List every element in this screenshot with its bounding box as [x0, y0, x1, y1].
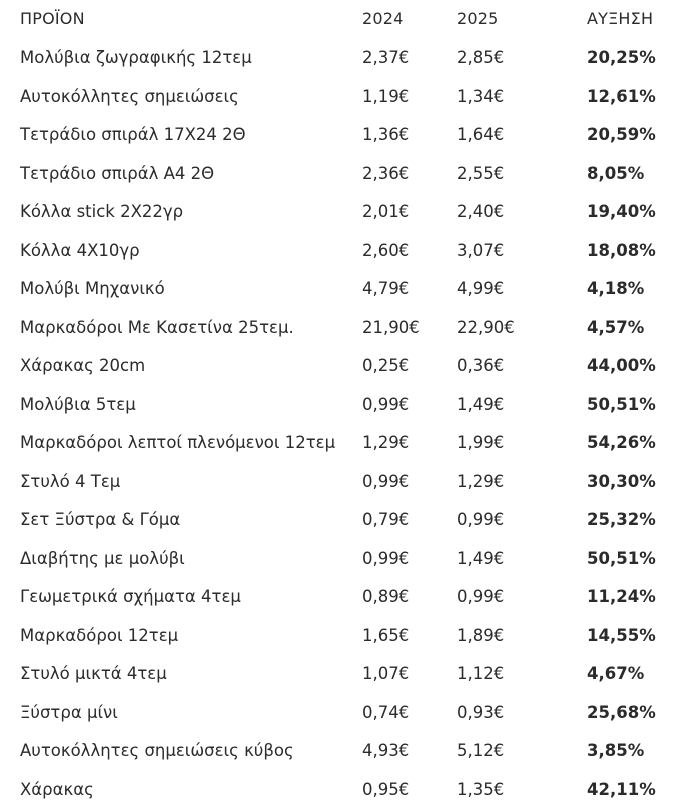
price-2025: 2,85€: [457, 39, 504, 77]
table-row: [0, 732, 700, 771]
increase-percent: 20,25%: [587, 39, 656, 77]
table-row: [0, 347, 700, 386]
product-name: Μαρκαδόροι 12τεμ: [20, 617, 178, 655]
price-2024: 2,37€: [362, 39, 409, 77]
product-name: Χάρακας: [20, 771, 94, 809]
price-2024: 4,93€: [362, 732, 409, 770]
price-2024: 2,60€: [362, 232, 409, 270]
price-2025: 1,49€: [457, 386, 504, 424]
header-product: ΠΡΟΪΟΝ: [20, 0, 85, 38]
price-2024: 2,36€: [362, 155, 409, 193]
product-name: Τετράδιο σπιράλ 17Χ24 2Θ: [20, 116, 246, 154]
price-2024: 21,90€: [362, 309, 420, 347]
table-row: [0, 155, 700, 194]
product-name: Γεωμετρικά σχήματα 4τεμ: [20, 578, 241, 616]
price-2024: 0,99€: [362, 463, 409, 501]
table-row: [0, 386, 700, 425]
increase-percent: 8,05%: [587, 155, 644, 193]
price-2024: 0,74€: [362, 694, 409, 732]
header-increase: ΑΥΞΗΣΗ: [587, 0, 653, 38]
price-2025: 0,99€: [457, 578, 504, 616]
product-name: Ξύστρα μίνι: [20, 694, 118, 732]
price-2025: 2,40€: [457, 193, 504, 231]
price-2024: 1,29€: [362, 424, 409, 462]
table-row: [0, 655, 700, 694]
product-name: Μαρκαδόροι λεπτοί πλενόμενοι 12τεμ: [20, 424, 335, 462]
table-row: [0, 424, 700, 463]
increase-percent: 11,24%: [587, 578, 656, 616]
increase-percent: 12,61%: [587, 78, 656, 116]
price-2025: 0,36€: [457, 347, 504, 385]
price-2025: 1,12€: [457, 655, 504, 693]
increase-percent: 3,85%: [587, 732, 644, 770]
table-header: [0, 0, 700, 39]
increase-percent: 25,32%: [587, 501, 656, 539]
increase-percent: 4,57%: [587, 309, 644, 347]
table-body: [0, 39, 700, 809]
price-2024: 0,95€: [362, 771, 409, 809]
table-row: [0, 578, 700, 617]
header-2025: 2025: [457, 0, 499, 38]
increase-percent: 14,55%: [587, 617, 656, 655]
product-name: Κόλλα 4Χ10γρ: [20, 232, 140, 270]
increase-percent: 54,26%: [587, 424, 656, 462]
product-name: Αυτοκόλλητες σημειώσεις κύβος: [20, 732, 294, 770]
price-2025: 0,99€: [457, 501, 504, 539]
price-2025: 2,55€: [457, 155, 504, 193]
price-2025: 0,93€: [457, 694, 504, 732]
table-row: [0, 463, 700, 502]
product-name: Μαρκαδόροι Με Κασετίνα 25τεμ.: [20, 309, 294, 347]
table-row: [0, 232, 700, 271]
price-2025: 1,89€: [457, 617, 504, 655]
increase-percent: 50,51%: [587, 540, 656, 578]
product-name: Στυλό 4 Τεμ: [20, 463, 120, 501]
product-name: Στυλό μικτά 4τεμ: [20, 655, 167, 693]
price-2024: 0,99€: [362, 540, 409, 578]
product-name: Χάρακας 20cm: [20, 347, 145, 385]
product-name: Μολύβι Μηχανικό: [20, 270, 165, 308]
table-row: [0, 78, 700, 117]
product-name: Αυτοκόλλητες σημειώσεις: [20, 78, 239, 116]
price-2024: 0,79€: [362, 501, 409, 539]
increase-percent: 18,08%: [587, 232, 656, 270]
product-name: Διαβήτης με μολύβι: [20, 540, 185, 578]
table-row: [0, 501, 700, 540]
increase-percent: 4,67%: [587, 655, 644, 693]
price-2025: 1,29€: [457, 463, 504, 501]
increase-percent: 42,11%: [587, 771, 656, 809]
increase-percent: 25,68%: [587, 694, 656, 732]
price-2025: 4,99€: [457, 270, 504, 308]
product-name: Μολύβια ζωγραφικής 12τεμ: [20, 39, 252, 77]
product-name: Σετ Ξύστρα & Γόμα: [20, 501, 180, 539]
price-2024: 1,65€: [362, 617, 409, 655]
price-2025: 1,34€: [457, 78, 504, 116]
price-2025: 1,64€: [457, 116, 504, 154]
price-2025: 3,07€: [457, 232, 504, 270]
product-name: Τετράδιο σπιράλ Α4 2Θ: [20, 155, 214, 193]
increase-percent: 4,18%: [587, 270, 644, 308]
price-2024: 2,01€: [362, 193, 409, 231]
increase-percent: 20,59%: [587, 116, 656, 154]
table-row: [0, 193, 700, 232]
increase-percent: 19,40%: [587, 193, 656, 231]
product-name: Κόλλα stick 2Χ22γρ: [20, 193, 183, 231]
increase-percent: 44,00%: [587, 347, 656, 385]
increase-percent: 30,30%: [587, 463, 656, 501]
price-2024: 1,36€: [362, 116, 409, 154]
product-name: Μολύβια 5τεμ: [20, 386, 136, 424]
table-row: [0, 617, 700, 656]
table-row: [0, 39, 700, 78]
table-row: [0, 270, 700, 309]
price-2025: 5,12€: [457, 732, 504, 770]
price-2024: 4,79€: [362, 270, 409, 308]
price-2025: 22,90€: [457, 309, 515, 347]
table-row: [0, 540, 700, 579]
increase-percent: 50,51%: [587, 386, 656, 424]
table-row: [0, 694, 700, 733]
price-2025: 1,35€: [457, 771, 504, 809]
price-2025: 1,49€: [457, 540, 504, 578]
table-row: [0, 309, 700, 348]
header-2024: 2024: [362, 0, 404, 38]
price-2024: 0,89€: [362, 578, 409, 616]
price-2025: 1,99€: [457, 424, 504, 462]
table-row: [0, 771, 700, 809]
price-2024: 1,07€: [362, 655, 409, 693]
price-2024: 0,25€: [362, 347, 409, 385]
price-2024: 1,19€: [362, 78, 409, 116]
table-row: [0, 116, 700, 155]
price-2024: 0,99€: [362, 386, 409, 424]
